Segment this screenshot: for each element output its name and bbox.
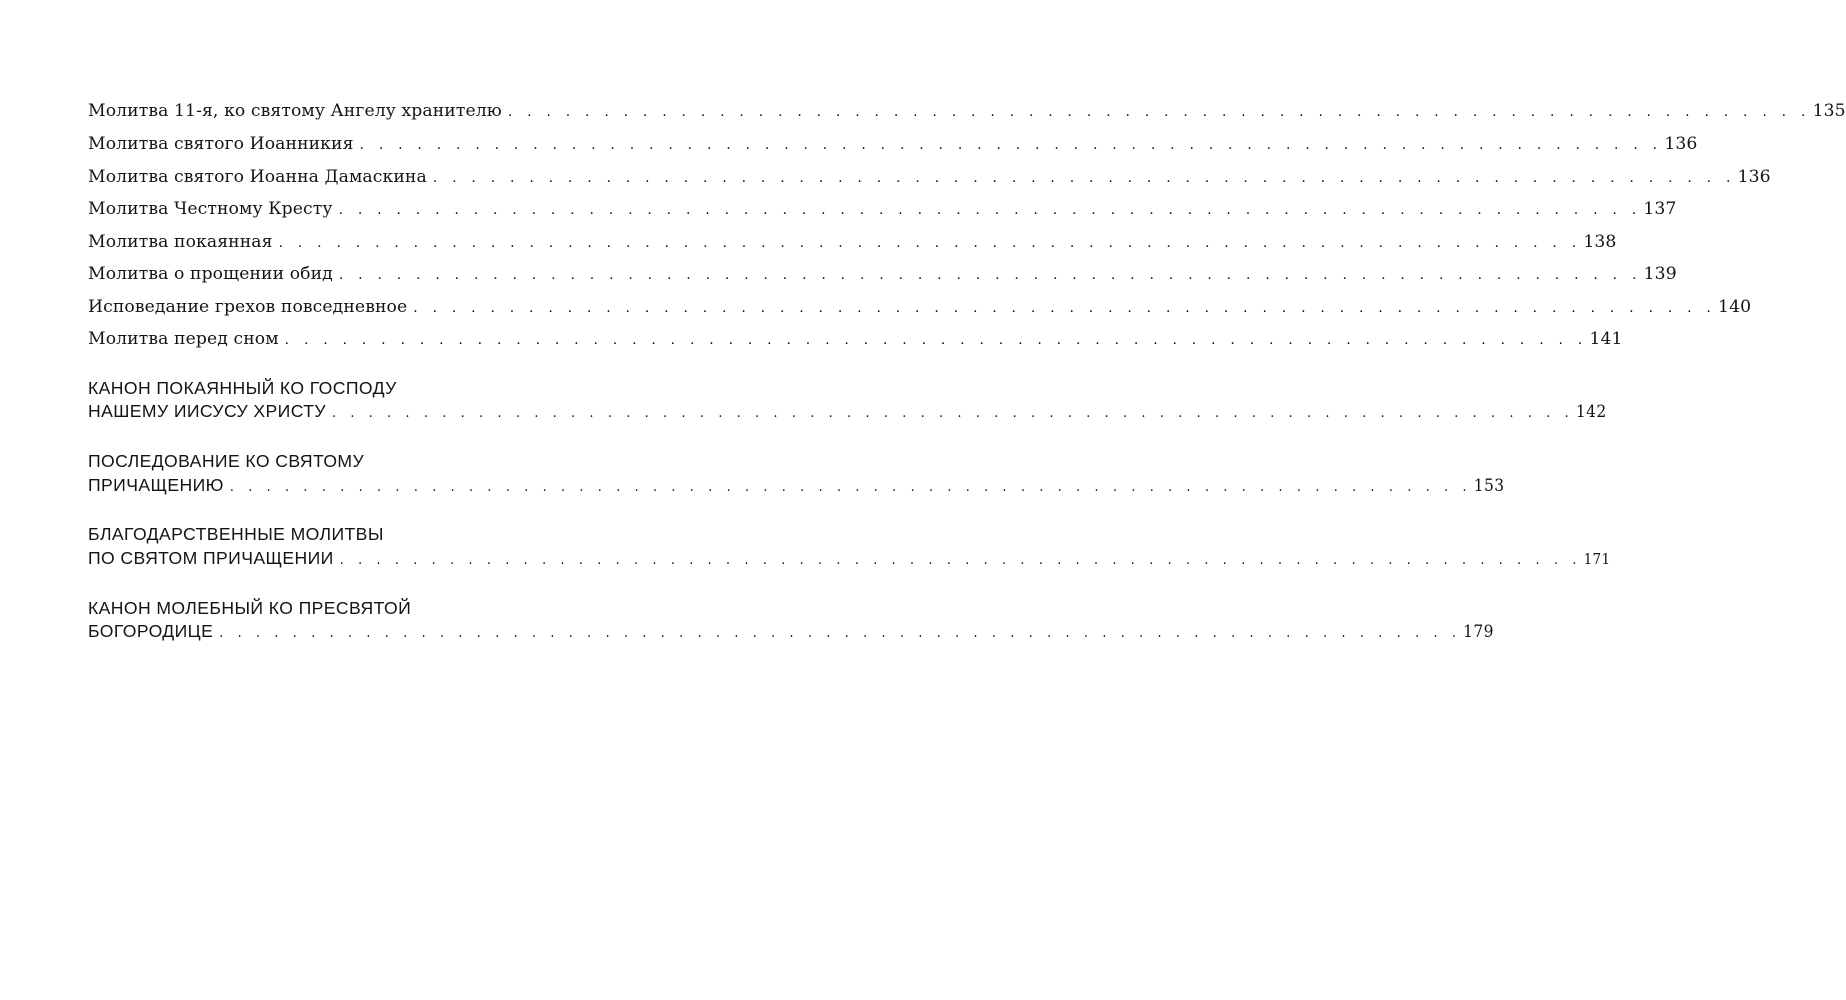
toc-entry (88, 199, 1677, 219)
toc-entry (88, 101, 1846, 121)
toc-page-number: 135 (1812, 101, 1846, 121)
toc-page-number: 139 (1643, 264, 1677, 284)
toc-leader-dots: . . . . . . . . . . . . . . . . . . . . . . . . . . . . . . . . . . . . . . . . . . . . . . . . . . . . . . . . . . . . . . . . . . . . (413, 300, 1717, 316)
toc-entry-title: Молитва о прощении обид (88, 264, 333, 284)
toc-leader-dots: . . . . . . . . . . . . . . . . . . . . . . . . . . . . . . . . . . . . . . . . . . . . . . . . . . . . . . . . . . . . . . . . . . . . (284, 332, 1588, 348)
toc-entry-title: Молитва святого Иоанна Дамаскина (88, 167, 427, 187)
toc-page-number: 138 (1583, 232, 1617, 252)
toc-section-entry (88, 475, 1505, 496)
toc-entry (88, 297, 1752, 317)
toc-page-number: 136 (1737, 167, 1771, 187)
toc-page-number: 136 (1664, 134, 1698, 154)
toc-leader-dots: . . . . . . . . . . . . . . . . . . . . . . . . . . . . . . . . . . . . . . . . . . . . . . . . . . . . . . . . . . . . . . . . . . . . (331, 405, 1574, 421)
toc-entry-title: Молитва 11-я, ко святому Ангелу хранителю (88, 101, 502, 121)
toc-entry (88, 232, 1617, 252)
toc-leader-dots: . . . . . . . . . . . . . . . . . . . . . . . . . . . . . . . . . . . . . . . . . . . . . . . . . . . . . . . . . . . . . . . . . . . . (339, 552, 1582, 568)
toc-page-number: 142 (1575, 402, 1607, 422)
toc-page-number: 137 (1643, 199, 1677, 219)
toc-leader-dots: . . . . . . . . . . . . . . . . . . . . . . . . . . . . . . . . . . . . . . . . . . . . . . . . . . . . . . . . . . . . . . . . . . . . (432, 170, 1736, 186)
toc-leader-dots: . . . . . . . . . . . . . . . . . . . . . . . . . . . . . . . . . . . . . . . . . . . . . . . . . . . . . . . . . . . . . . . . . . . . (338, 202, 1642, 218)
toc-leader-dots: . . . . . . . . . . . . . . . . . . . . . . . . . . . . . . . . . . . . . . . . . . . . . . . . . . . . . . . . . . . . . . . . . . . . (338, 267, 1642, 283)
toc-entry-title: Исповедание грехов повседневное (88, 297, 408, 317)
toc-section-title-line1: ПОСЛЕДОВАНИЕ КО СВЯТОМУ (88, 451, 365, 471)
toc-page-number: 141 (1589, 329, 1623, 349)
toc-entry (88, 167, 1771, 187)
toc-leader-dots: . . . . . . . . . . . . . . . . . . . . . . . . . . . . . . . . . . . . . . . . . . . . . . . . . . . . . . . . . . . . . . . . . . . . (359, 137, 1663, 153)
toc-leader-dots: . . . . . . . . . . . . . . . . . . . . . . . . . . . . . . . . . . . . . . . . . . . . . . . . . . . . . . . . . . . . . . . . . . . . (507, 104, 1811, 120)
toc-section-title-line2: НАШЕМУ ИИСУСУ ХРИСТУ (88, 401, 326, 421)
toc-page-number: 179 (1463, 622, 1494, 642)
toc-entry-title: Молитва Честному Кресту (88, 199, 333, 219)
toc-section-title-line2: ПО СВЯТОМ ПРИЧАЩЕНИИ (88, 548, 334, 568)
toc-page-number: 140 (1718, 297, 1752, 317)
toc-entry-title: Молитва перед сном (88, 329, 279, 349)
toc-entry (88, 264, 1677, 284)
toc-page-number: 171 (1583, 550, 1611, 568)
toc-section-entry (88, 401, 1607, 422)
toc-page-number: 153 (1473, 476, 1505, 496)
toc-entry-title: Молитва покаянная (88, 232, 273, 252)
toc-section-title-line2: ПРИЧАЩЕНИЮ (88, 475, 224, 495)
toc-section-title-line1: КАНОН МОЛЕБНЫЙ КО ПРЕСВЯТОЙ (88, 598, 412, 618)
toc-section-title-line2: БОГОРОДИЦЕ (88, 621, 214, 641)
toc-section-title-line1: БЛАГОДАРСТВЕННЫЕ МОЛИТВЫ (88, 524, 384, 544)
toc-entry-title: Молитва святого Иоанникия (88, 134, 354, 154)
toc-leader-dots: . . . . . . . . . . . . . . . . . . . . . . . . . . . . . . . . . . . . . . . . . . . . . . . . . . . . . . . . . . . . . . . . . . . . (229, 479, 1472, 495)
toc-leader-dots: . . . . . . . . . . . . . . . . . . . . . . . . . . . . . . . . . . . . . . . . . . . . . . . . . . . . . . . . . . . . . . . . . . . . (278, 235, 1582, 251)
toc-entry (88, 134, 1698, 154)
toc-section-entry (88, 548, 1611, 568)
toc-section-entry (88, 621, 1494, 642)
toc-section-title-line1: КАНОН ПОКАЯННЫЙ КО ГОСПОДУ (88, 378, 397, 398)
toc-leader-dots: . . . . . . . . . . . . . . . . . . . . . . . . . . . . . . . . . . . . . . . . . . . . . . . . . . . . . . . . . . . . . . . . . . . . (219, 625, 1462, 641)
toc-entry (88, 329, 1623, 349)
